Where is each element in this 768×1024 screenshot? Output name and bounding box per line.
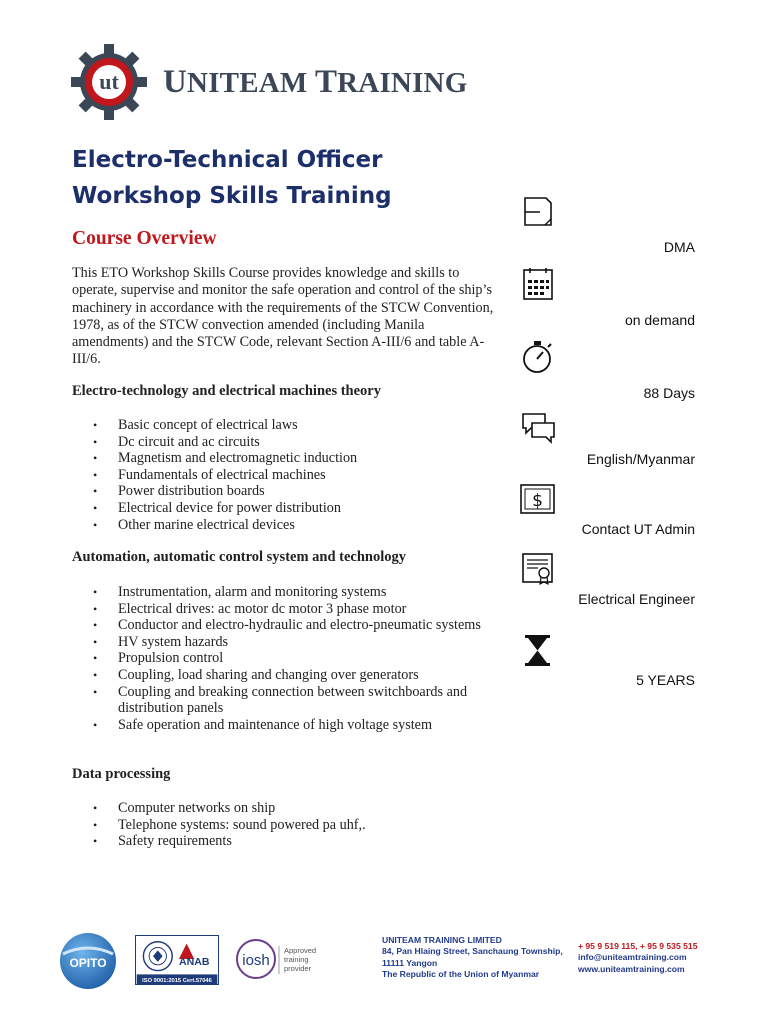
list-item: • Safe operation and maintenance of high voltage system [93, 717, 503, 734]
svg-text:iosh: iosh [242, 952, 270, 969]
phone-numbers: + 95 9 519 115, + 95 9 535 515 [578, 941, 698, 951]
logo-text: ut [99, 69, 119, 94]
fee-value: Contact UT Admin [581, 521, 695, 537]
list-item: • HV system hazards [93, 634, 503, 651]
list-item: • Telephone systems: sound powered pa uhf,. [93, 817, 513, 834]
schedule-value: on demand [624, 312, 695, 328]
speech-bubbles-icon [518, 410, 558, 446]
stopwatch-icon [518, 339, 558, 375]
section-heading: Electro-technology and electrical machines theory [72, 383, 381, 399]
section-heading: Automation, automatic control system and technology [72, 549, 407, 565]
document-icon [518, 194, 558, 230]
iosh-logo [235, 938, 325, 980]
iso-anab-logo [135, 935, 219, 985]
svg-text:ANAB: ANAB [179, 955, 210, 968]
certificate-icon [518, 551, 558, 587]
list-item: • Power distribution boards [93, 483, 513, 500]
section-list [93, 417, 513, 533]
section-heading: Data processing [72, 766, 171, 782]
uniteam-logo [68, 44, 150, 120]
list-item: • Basic concept of electrical laws [93, 417, 513, 434]
list-item: • Electrical device for power distribution [93, 500, 513, 517]
list-item: • Safety requirements [93, 833, 513, 850]
svg-text:ISO 9001:2015 Cert.57046: ISO 9001:2015 Cert.57046 [142, 978, 212, 984]
course-overview-heading: Course Overview [72, 228, 217, 249]
accreditation-value: DMA [663, 239, 695, 255]
course-overview-text: This ETO Workshop Skills Course provides knowledge and skills to operate, supervise and monitor the safe operation and control of the ship’s machinery in accordance with the requirements of the STCW Convention, 1978, as of the STCW convection amended (including Manila amendments) and the STCW Code, relevant Section A-III/6 and table A-III/6. [72, 265, 494, 368]
list-item: • Instrumentation, alarm and monitoring systems [93, 584, 503, 601]
calendar-icon [518, 267, 558, 303]
list-item: • Propulsion control [93, 650, 503, 667]
svg-text:provider: provider [284, 964, 312, 973]
list-item: • Coupling and breaking connection between switchboards and distribution panels [93, 684, 503, 717]
svg-text:$: $ [532, 491, 543, 511]
title-line-2: Workshop Skills Training [72, 183, 392, 209]
company-name: UNITEAM TRAINING LIMITED [382, 935, 502, 945]
opito-logo [55, 932, 121, 990]
brand-name: UNITEAM TRAINING [163, 64, 468, 100]
list-item: • Computer networks on ship [93, 800, 513, 817]
svg-text:Approved: Approved [284, 946, 317, 955]
list-item: • Dc circuit and ac circuits [93, 434, 513, 451]
list-item: • Conductor and electro-hydraulic and electro-pneumatic systems [93, 617, 503, 634]
company-contact [578, 941, 697, 975]
address-line: 84, Pan Hlaing Street, Sanchaung Township, [382, 946, 563, 957]
company-address [382, 935, 563, 981]
website-link[interactable]: www.uniteamtraining.com [578, 963, 685, 974]
title-line-1: Electro-Technical Officer [72, 147, 383, 173]
section-list [93, 800, 513, 850]
section-list [93, 584, 503, 733]
validity-value: 5 YEARS [636, 672, 695, 688]
svg-text:OPITO: OPITO [69, 956, 107, 970]
svg-text:training: training [284, 955, 309, 964]
language-value: English/Myanmar [586, 451, 695, 467]
prerequisite-value: Electrical Engineer [578, 591, 695, 607]
list-item: • Other marine electrical devices [93, 517, 513, 534]
email-link[interactable]: info@uniteamtraining.com [578, 952, 687, 963]
page-title [72, 142, 512, 214]
address-line: 11111 Yangon [382, 957, 438, 968]
dollar-icon [518, 481, 558, 517]
list-item: • Electrical drives: ac motor dc motor 3 phase motor [93, 601, 503, 618]
list-item: • Magnetism and electromagnetic induction [93, 450, 513, 467]
duration-value: 88 Days [643, 385, 695, 401]
address-line: The Republic of the Union of Myanmar [382, 969, 540, 980]
list-item: • Fundamentals of electrical machines [93, 467, 513, 484]
hourglass-icon [518, 633, 558, 669]
list-item: • Coupling, load sharing and changing over generators [93, 667, 503, 684]
